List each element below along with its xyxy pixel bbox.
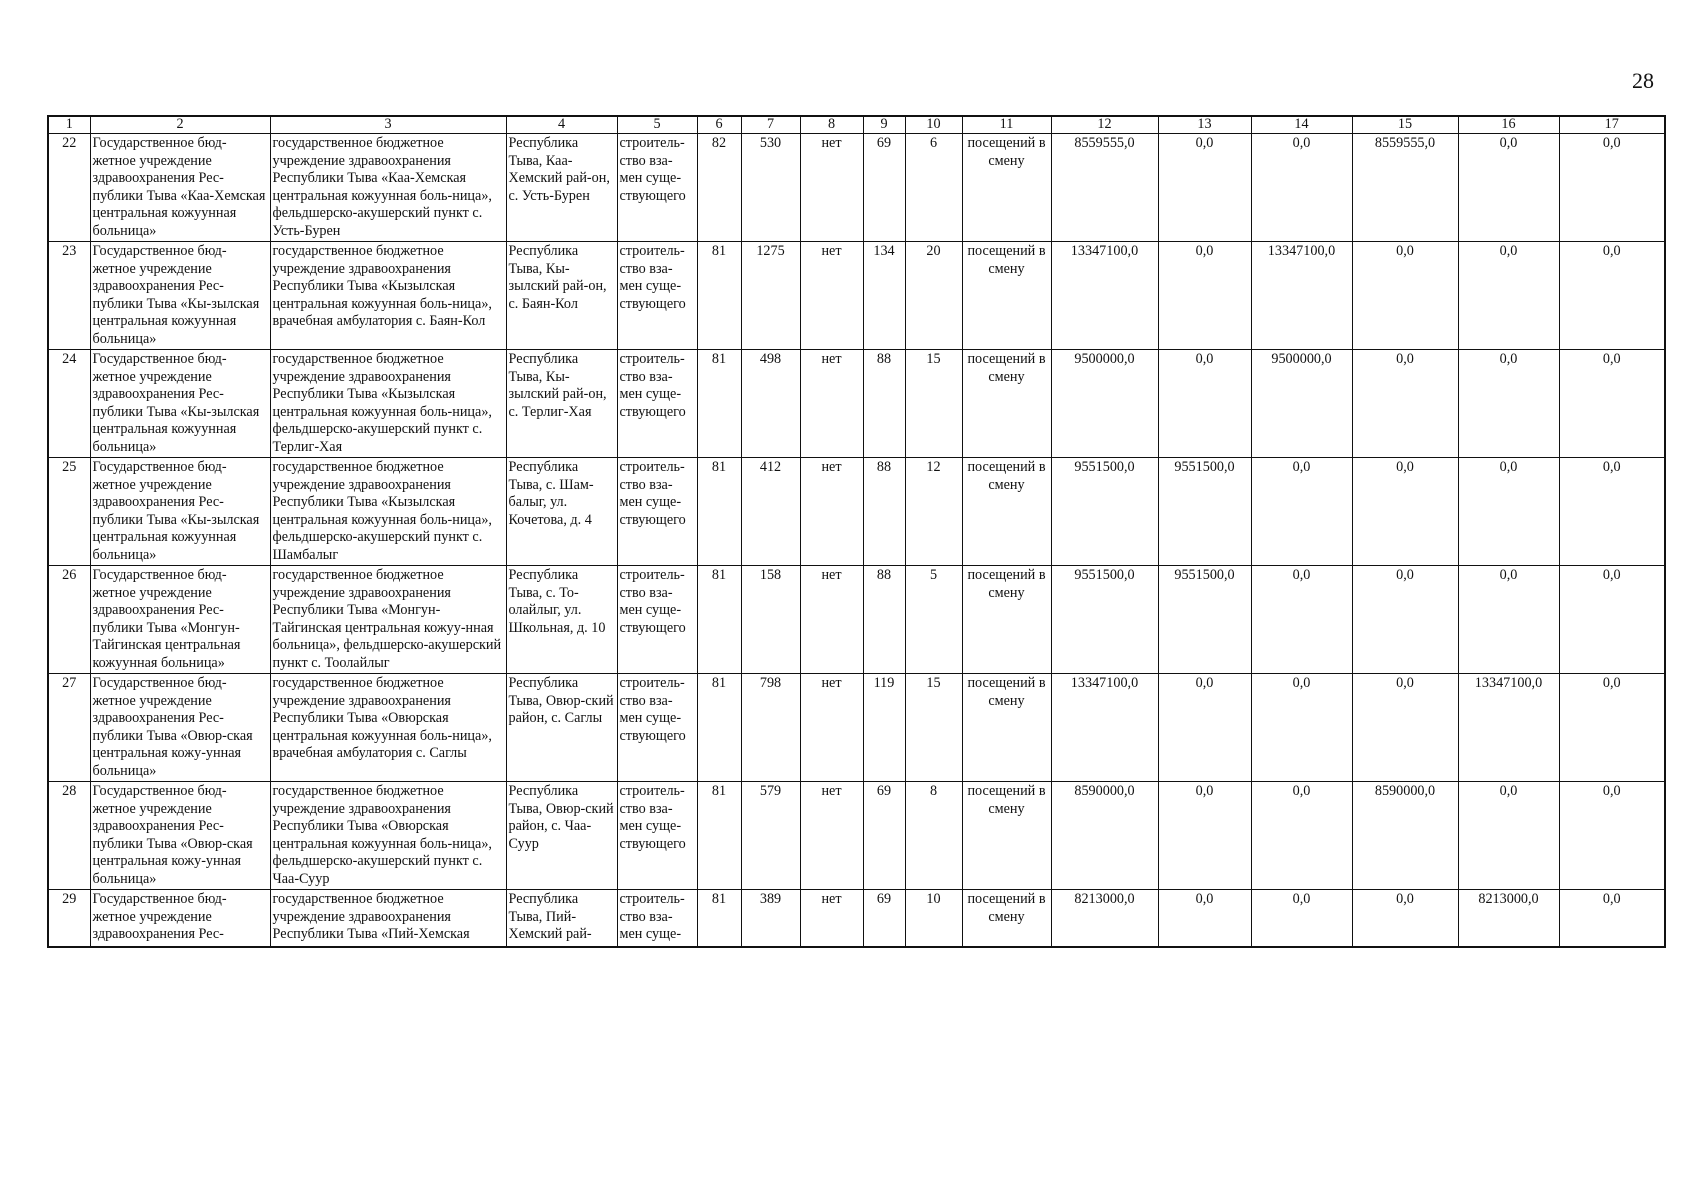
column-header-3: 3 <box>270 116 506 134</box>
cell-c11: посещений в смену <box>962 566 1051 674</box>
cell-c13: 0,0 <box>1158 134 1251 242</box>
cell-c14: 0,0 <box>1251 458 1352 566</box>
cell-c16: 0,0 <box>1458 566 1559 674</box>
table-row <box>48 890 1665 948</box>
column-header-6: 6 <box>697 116 741 134</box>
cell-c15: 0,0 <box>1352 890 1458 948</box>
cell-c11: посещений в смену <box>962 890 1051 948</box>
cell-n: 24 <box>48 350 90 458</box>
cell-c11: посещений в смену <box>962 674 1051 782</box>
column-header-15: 15 <box>1352 116 1458 134</box>
cell-c8: нет <box>800 782 863 890</box>
column-header-14: 14 <box>1251 116 1352 134</box>
cell-c16: 8213000,0 <box>1458 890 1559 948</box>
cell-c10: 8 <box>905 782 962 890</box>
column-header-9: 9 <box>863 116 905 134</box>
cell-c8: нет <box>800 458 863 566</box>
cell-c11: посещений в смену <box>962 458 1051 566</box>
cell-c2: Государственное бюд-жетное учреждение здравоохранения Рес-публики Тыва «Овюр-ская центральная кожу-унная больница» <box>90 782 270 890</box>
column-header-16: 16 <box>1458 116 1559 134</box>
table-body <box>48 134 1665 948</box>
cell-c16: 0,0 <box>1458 458 1559 566</box>
cell-c9: 69 <box>863 134 905 242</box>
cell-c11: посещений в смену <box>962 134 1051 242</box>
cell-c16: 0,0 <box>1458 242 1559 350</box>
cell-c14: 0,0 <box>1251 134 1352 242</box>
cell-c8: нет <box>800 242 863 350</box>
column-header-13: 13 <box>1158 116 1251 134</box>
cell-c14: 0,0 <box>1251 674 1352 782</box>
cell-c7: 158 <box>741 566 800 674</box>
cell-c13: 0,0 <box>1158 242 1251 350</box>
table-row <box>48 458 1665 566</box>
cell-c5: строитель-ство вза-мен суще-ствующего <box>617 242 697 350</box>
cell-c17: 0,0 <box>1559 890 1665 948</box>
cell-c15: 0,0 <box>1352 242 1458 350</box>
cell-c12: 8213000,0 <box>1051 890 1158 948</box>
cell-c15: 0,0 <box>1352 458 1458 566</box>
column-header-11: 11 <box>962 116 1051 134</box>
cell-c10: 6 <box>905 134 962 242</box>
cell-c3: государственное бюджетное учреждение здравоохранения Республики Тыва «Пий-Хемская <box>270 890 506 948</box>
cell-c5: строитель-ство вза-мен суще-ствующего <box>617 458 697 566</box>
cell-c14: 0,0 <box>1251 566 1352 674</box>
cell-c7: 579 <box>741 782 800 890</box>
cell-n: 23 <box>48 242 90 350</box>
cell-n: 29 <box>48 890 90 948</box>
cell-c9: 69 <box>863 890 905 948</box>
cell-c9: 119 <box>863 674 905 782</box>
cell-c17: 0,0 <box>1559 782 1665 890</box>
cell-c2: Государственное бюд-жетное учреждение здравоохранения Рес-публики Тыва «Кы-зылская центральная кожуунная больница» <box>90 458 270 566</box>
table-row <box>48 566 1665 674</box>
column-header-5: 5 <box>617 116 697 134</box>
cell-c16: 0,0 <box>1458 134 1559 242</box>
cell-c7: 412 <box>741 458 800 566</box>
column-header-4: 4 <box>506 116 617 134</box>
cell-c8: нет <box>800 134 863 242</box>
cell-c12: 9500000,0 <box>1051 350 1158 458</box>
cell-c3: государственное бюджетное учреждение здравоохранения Республики Тыва «Каа-Хемская центральная кожуунная боль-ница», фельдшерско-акушерский пункт с. Усть-Бурен <box>270 134 506 242</box>
cell-c3: государственное бюджетное учреждение здравоохранения Республики Тыва «Кызылская центральная кожуунная боль-ница», врачебная амбулатория с. Баян-Кол <box>270 242 506 350</box>
cell-n: 25 <box>48 458 90 566</box>
cell-c14: 9500000,0 <box>1251 350 1352 458</box>
cell-c7: 498 <box>741 350 800 458</box>
page-number: 28 <box>1632 68 1654 93</box>
cell-c6: 81 <box>697 566 741 674</box>
cell-c7: 389 <box>741 890 800 948</box>
cell-c15: 0,0 <box>1352 566 1458 674</box>
cell-c6: 81 <box>697 782 741 890</box>
cell-c17: 0,0 <box>1559 242 1665 350</box>
cell-c12: 8559555,0 <box>1051 134 1158 242</box>
cell-n: 22 <box>48 134 90 242</box>
cell-c9: 69 <box>863 782 905 890</box>
column-header-10: 10 <box>905 116 962 134</box>
cell-c4: Республика Тыва, с. Шам-балыг, ул. Кочетова, д. 4 <box>506 458 617 566</box>
cell-c8: нет <box>800 674 863 782</box>
cell-c4: Республика Тыва, с. То-олайлыг, ул. Школьная, д. 10 <box>506 566 617 674</box>
cell-c2: Государственное бюд-жетное учреждение здравоохранения Рес-публики Тыва «Каа-Хемская центральная кожуунная больница» <box>90 134 270 242</box>
cell-c10: 5 <box>905 566 962 674</box>
cell-c2: Государственное бюд-жетное учреждение здравоохранения Рес-публики Тыва «Монгун-Тайгинская центральная кожуунная больница» <box>90 566 270 674</box>
cell-c12: 13347100,0 <box>1051 674 1158 782</box>
cell-c4: Республика Тыва, Овюр-ский район, с. Чаа-Суур <box>506 782 617 890</box>
cell-c9: 88 <box>863 350 905 458</box>
cell-c17: 0,0 <box>1559 458 1665 566</box>
column-header-2: 2 <box>90 116 270 134</box>
cell-c16: 0,0 <box>1458 782 1559 890</box>
cell-c2: Государственное бюд-жетное учреждение здравоохранения Рес-публики Тыва «Овюр-ская центральная кожу-унная больница» <box>90 674 270 782</box>
cell-c17: 0,0 <box>1559 566 1665 674</box>
cell-c12: 8590000,0 <box>1051 782 1158 890</box>
cell-c14: 0,0 <box>1251 782 1352 890</box>
cell-c13: 9551500,0 <box>1158 458 1251 566</box>
cell-c14: 13347100,0 <box>1251 242 1352 350</box>
cell-c10: 10 <box>905 890 962 948</box>
cell-c13: 0,0 <box>1158 674 1251 782</box>
cell-c6: 81 <box>697 890 741 948</box>
cell-c5: строитель-ство вза-мен суще-ствующего <box>617 566 697 674</box>
table-row <box>48 134 1665 242</box>
cell-c17: 0,0 <box>1559 134 1665 242</box>
cell-c12: 13347100,0 <box>1051 242 1158 350</box>
cell-c10: 12 <box>905 458 962 566</box>
cell-c7: 530 <box>741 134 800 242</box>
header-row <box>48 116 1665 134</box>
cell-c3: государственное бюджетное учреждение здравоохранения Республики Тыва «Кызылская центральная кожуунная боль-ница», фельдшерско-акушерский пункт с. Терлиг-Хая <box>270 350 506 458</box>
column-header-17: 17 <box>1559 116 1665 134</box>
facilities-table <box>47 115 1666 948</box>
cell-c13: 0,0 <box>1158 890 1251 948</box>
cell-c11: посещений в смену <box>962 782 1051 890</box>
cell-c6: 81 <box>697 458 741 566</box>
cell-c8: нет <box>800 890 863 948</box>
cell-c7: 1275 <box>741 242 800 350</box>
cell-c17: 0,0 <box>1559 674 1665 782</box>
cell-c6: 81 <box>697 674 741 782</box>
cell-c4: Республика Тыва, Пий-Хемский рай- <box>506 890 617 948</box>
cell-c5: строитель-ство вза-мен суще-ствующего <box>617 350 697 458</box>
cell-c14: 0,0 <box>1251 890 1352 948</box>
cell-n: 26 <box>48 566 90 674</box>
cell-c13: 0,0 <box>1158 350 1251 458</box>
column-header-1: 1 <box>48 116 90 134</box>
cell-c15: 0,0 <box>1352 674 1458 782</box>
cell-c9: 88 <box>863 566 905 674</box>
cell-c11: посещений в смену <box>962 242 1051 350</box>
cell-c4: Республика Тыва, Кы-зылский рай-он, с. Терлиг-Хая <box>506 350 617 458</box>
cell-c3: государственное бюджетное учреждение здравоохранения Республики Тыва «Монгун-Тайгинская центральная кожуу-нная больница», фельдшерско-акушерский пункт с. Тоолайлыг <box>270 566 506 674</box>
cell-c5: строитель-ство вза-мен суще-ствующего <box>617 782 697 890</box>
cell-c10: 15 <box>905 674 962 782</box>
cell-c13: 9551500,0 <box>1158 566 1251 674</box>
table-row <box>48 782 1665 890</box>
cell-c10: 15 <box>905 350 962 458</box>
cell-c15: 8559555,0 <box>1352 134 1458 242</box>
cell-c9: 134 <box>863 242 905 350</box>
column-header-8: 8 <box>800 116 863 134</box>
cell-c8: нет <box>800 566 863 674</box>
column-header-12: 12 <box>1051 116 1158 134</box>
cell-c16: 13347100,0 <box>1458 674 1559 782</box>
cell-c11: посещений в смену <box>962 350 1051 458</box>
cell-c4: Республика Тыва, Кы-зылский рай-он, с. Баян-Кол <box>506 242 617 350</box>
cell-c10: 20 <box>905 242 962 350</box>
table-row <box>48 242 1665 350</box>
cell-c6: 82 <box>697 134 741 242</box>
cell-c4: Республика Тыва, Овюр-ский район, с. Саглы <box>506 674 617 782</box>
cell-c5: строитель-ство вза-мен суще- <box>617 890 697 948</box>
cell-c16: 0,0 <box>1458 350 1559 458</box>
cell-c8: нет <box>800 350 863 458</box>
cell-c3: государственное бюджетное учреждение здравоохранения Республики Тыва «Кызылская центральная кожуунная боль-ница», фельдшерско-акушерский пункт с. Шамбалыг <box>270 458 506 566</box>
table-row <box>48 674 1665 782</box>
cell-n: 27 <box>48 674 90 782</box>
cell-c5: строитель-ство вза-мен суще-ствующего <box>617 134 697 242</box>
cell-c7: 798 <box>741 674 800 782</box>
cell-c5: строитель-ство вза-мен суще-ствующего <box>617 674 697 782</box>
cell-c6: 81 <box>697 242 741 350</box>
cell-n: 28 <box>48 782 90 890</box>
table-row <box>48 350 1665 458</box>
cell-c2: Государственное бюд-жетное учреждение здравоохранения Рес- <box>90 890 270 948</box>
cell-c3: государственное бюджетное учреждение здравоохранения Республики Тыва «Овюрская центральная кожуунная боль-ница», фельдшерско-акушерский пункт с. Чаа-Суур <box>270 782 506 890</box>
cell-c15: 8590000,0 <box>1352 782 1458 890</box>
cell-c17: 0,0 <box>1559 350 1665 458</box>
column-header-7: 7 <box>741 116 800 134</box>
cell-c13: 0,0 <box>1158 782 1251 890</box>
cell-c12: 9551500,0 <box>1051 566 1158 674</box>
cell-c4: Республика Тыва, Каа-Хемский рай-он, с. Усть-Бурен <box>506 134 617 242</box>
cell-c2: Государственное бюд-жетное учреждение здравоохранения Рес-публики Тыва «Кы-зылская центральная кожуунная больница» <box>90 350 270 458</box>
cell-c12: 9551500,0 <box>1051 458 1158 566</box>
cell-c2: Государственное бюд-жетное учреждение здравоохранения Рес-публики Тыва «Кы-зылская центральная кожуунная больница» <box>90 242 270 350</box>
cell-c3: государственное бюджетное учреждение здравоохранения Республики Тыва «Овюрская центральная кожуунная боль-ница», врачебная амбулатория с. Саглы <box>270 674 506 782</box>
cell-c6: 81 <box>697 350 741 458</box>
cell-c15: 0,0 <box>1352 350 1458 458</box>
cell-c9: 88 <box>863 458 905 566</box>
